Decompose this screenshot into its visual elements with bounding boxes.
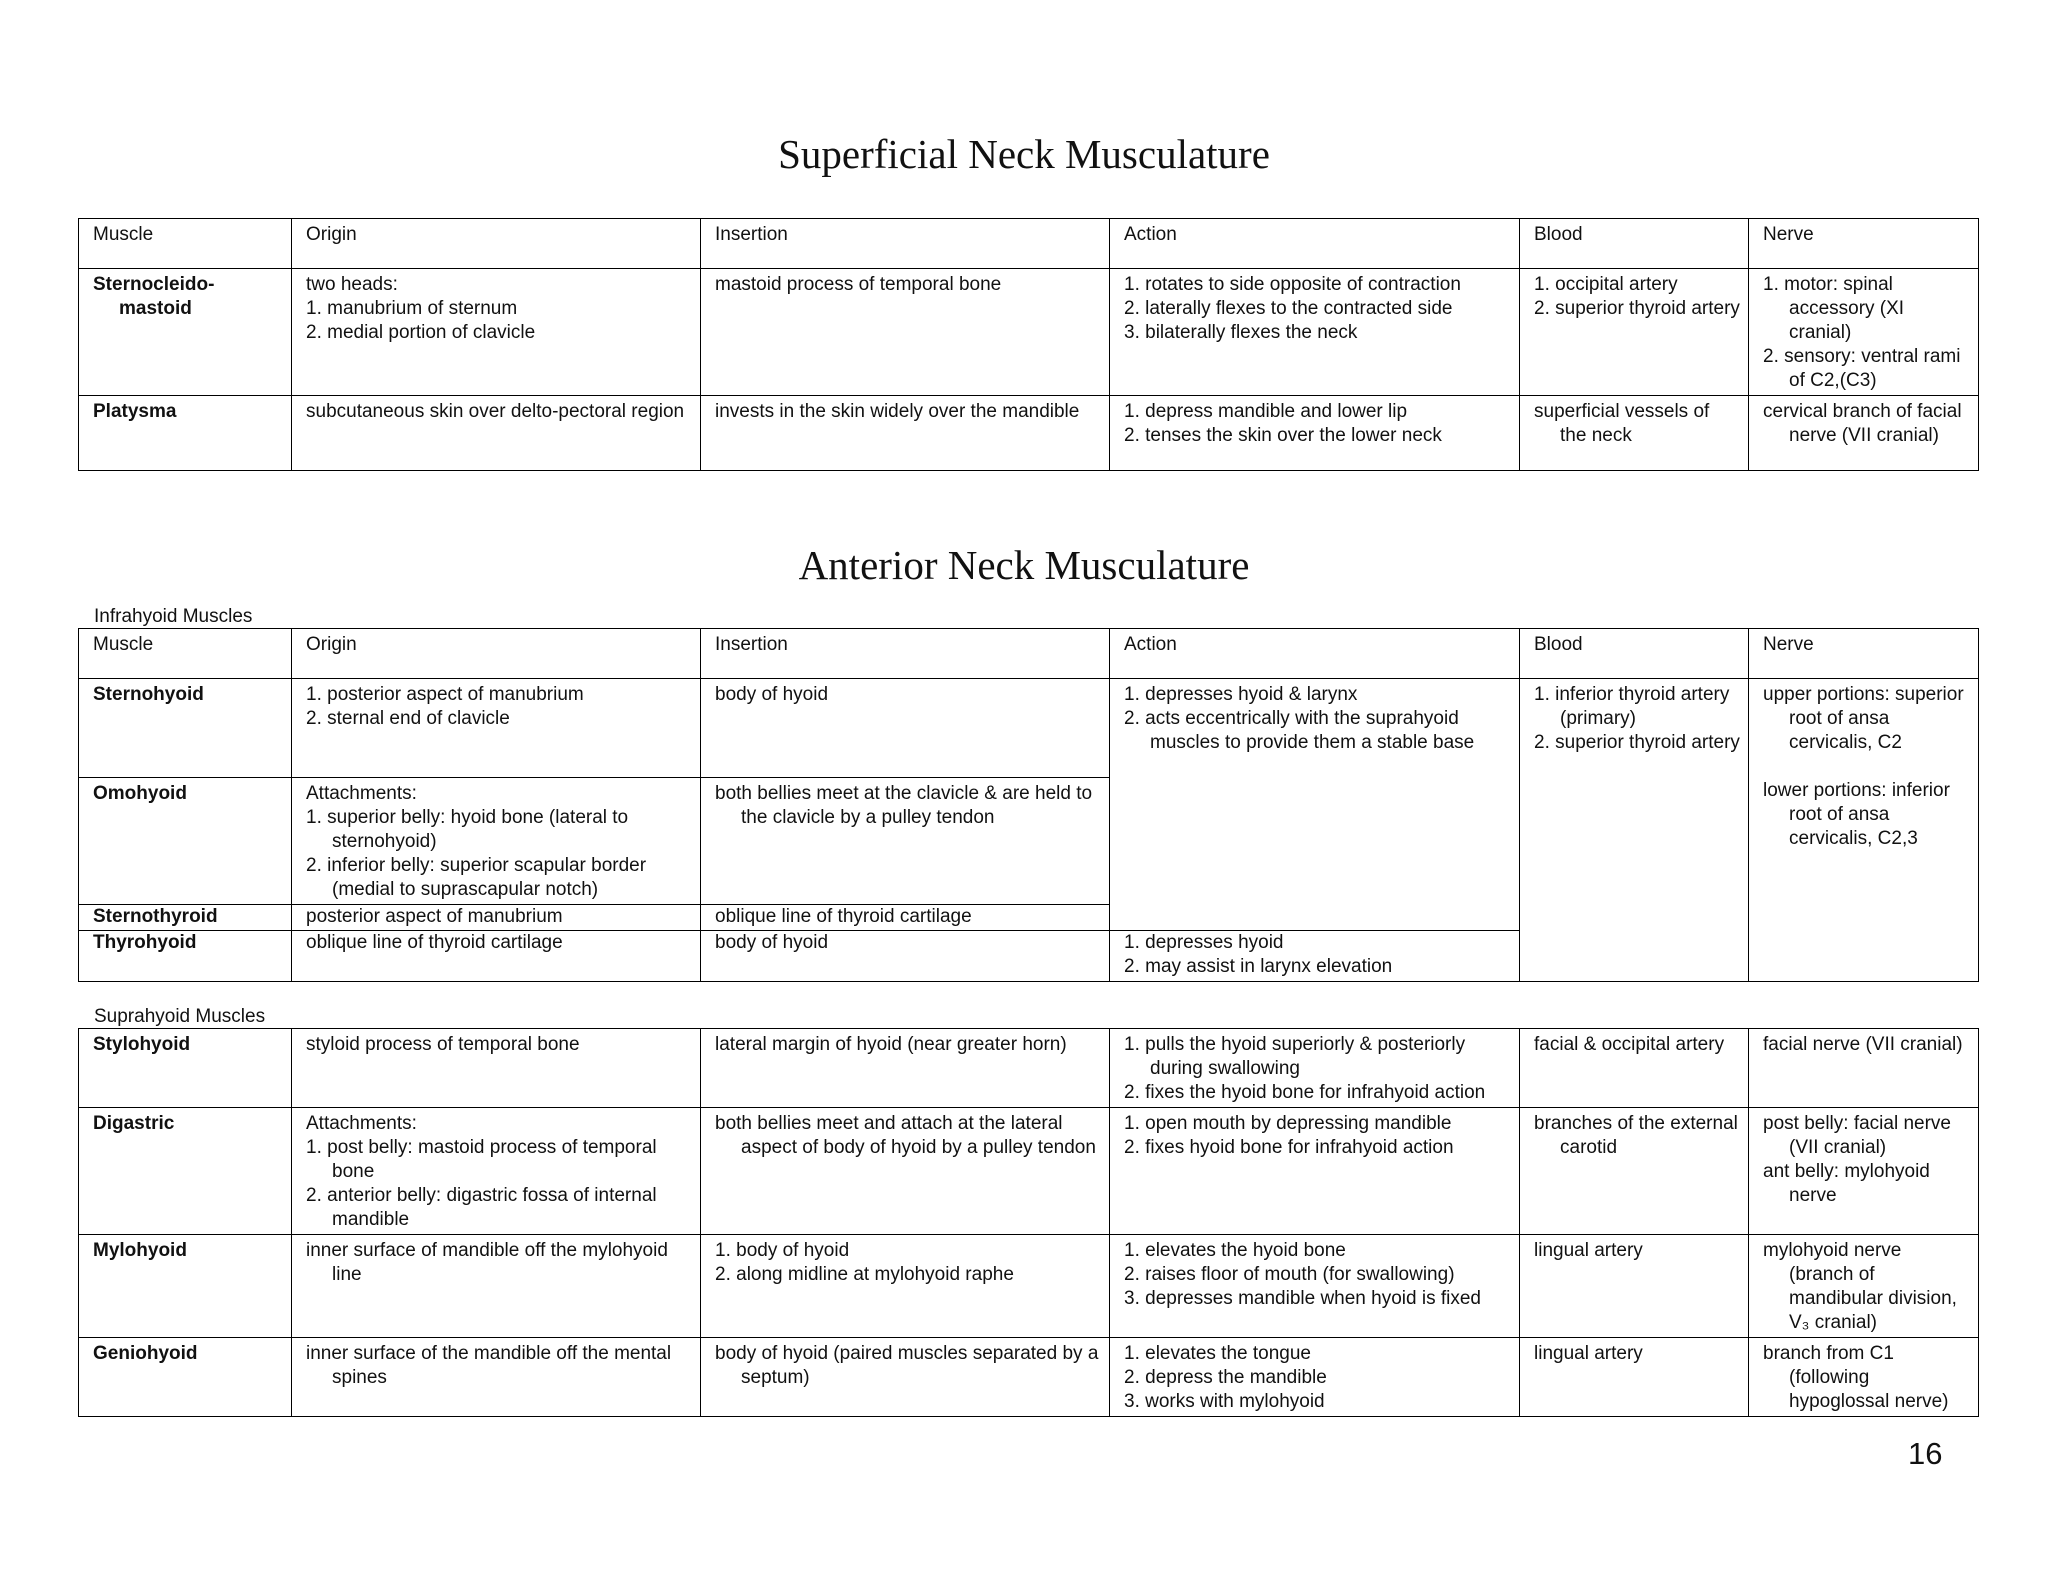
insertion-cell (701, 396, 1110, 471)
nerve-cell (1749, 1108, 1979, 1235)
cell-line: 1. depresses hyoid (1124, 932, 1284, 953)
cell-line: 2. superior thyroid artery (1534, 298, 1740, 319)
muscle-name: Sternohyoid (93, 684, 204, 705)
table-row (79, 1338, 1979, 1417)
cell-line: oblique line of thyroid cartilage (306, 932, 563, 953)
cell-line: inner surface of the mandible off the mental spines (306, 1343, 672, 1388)
table-header-row (79, 219, 1979, 269)
cell-line: 1. elevates the tongue (1124, 1343, 1311, 1364)
cell-line: both bellies meet and attach at the lateral aspect of body of hyoid by a pulley tendon (715, 1113, 1096, 1158)
muscle-name: Sternocleido- (93, 274, 215, 295)
cell-line: 3. depresses mandible when hyoid is fixed (1124, 1288, 1481, 1309)
cell-line: upper portions: superior root of ansa cervicalis, C2 (1763, 684, 1964, 753)
action-cell (1110, 396, 1520, 471)
cell-line: Attachments: (306, 783, 417, 804)
cell-line: oblique line of thyroid cartilage (715, 906, 972, 927)
muscle-name: mastoid (119, 298, 192, 319)
cell-line: Attachments: (306, 1113, 417, 1134)
origin-cell (292, 1029, 701, 1108)
blood-cell (1520, 1235, 1749, 1338)
insertion-cell (701, 1338, 1110, 1417)
cell-line: 1. occipital artery (1534, 274, 1678, 295)
cell-line: facial & occipital artery (1534, 1034, 1725, 1055)
cell-line: 2. along midline at mylohyoid raphe (715, 1264, 1014, 1285)
cell-line: 1. pulls the hyoid superiorly & posteriorly during swallowing (1124, 1034, 1466, 1079)
cell-line: lower portions: inferior root of ansa cervicalis, C2,3 (1763, 780, 1950, 849)
cell-line: 1. posterior aspect of manubrium (306, 684, 584, 705)
cell-line: lateral margin of hyoid (near greater horn) (715, 1034, 1067, 1055)
cell-line: subcutaneous skin over delto-pectoral region (306, 401, 685, 422)
muscle-cell (79, 778, 292, 905)
nerve-cell (1749, 1029, 1979, 1108)
action-cell (1110, 269, 1520, 396)
column-header-muscle: Muscle (79, 629, 292, 679)
column-header-insertion: Insertion (701, 629, 1110, 679)
cell-line: 2. acts eccentrically with the suprahyoid muscles to provide them a stable base (1124, 708, 1475, 753)
insertion-cell (701, 1029, 1110, 1108)
cell-line: 2. may assist in larynx elevation (1124, 956, 1393, 977)
insertion-cell (701, 1108, 1110, 1235)
muscle-name: Digastric (93, 1113, 175, 1134)
infrahyoid-table (78, 628, 1979, 982)
table-row (79, 1235, 1979, 1338)
cell-line: 1. manubrium of sternum (306, 298, 518, 319)
cell-line: invests in the skin widely over the mandible (715, 401, 1080, 422)
column-header-origin: Origin (292, 629, 701, 679)
muscle-cell (79, 905, 292, 931)
nerve-cell (1749, 1338, 1979, 1417)
cell-line: 1. body of hyoid (715, 1240, 850, 1261)
cell-line: cervical branch of facial nerve (VII cranial) (1763, 401, 1962, 446)
insertion-cell (701, 679, 1110, 778)
muscle-name: Geniohyoid (93, 1343, 198, 1364)
cell-line: styloid process of temporal bone (306, 1034, 580, 1055)
muscle-name: Thyrohyoid (93, 932, 197, 953)
muscle-name: Stylohyoid (93, 1034, 191, 1055)
table-header-row (79, 629, 1979, 679)
muscle-name: Sternothyroid (93, 906, 218, 927)
superficial-table (78, 218, 1979, 471)
insertion-cell (701, 905, 1110, 931)
cell-line: posterior aspect of manubrium (306, 906, 563, 927)
blood-cell (1520, 679, 1749, 982)
muscle-cell (79, 1338, 292, 1417)
cell-line: 1. elevates the hyoid bone (1124, 1240, 1346, 1261)
column-header-blood: Blood (1520, 219, 1749, 269)
cell-line: 2. medial portion of clavicle (306, 322, 536, 343)
cell-line: branch from C1 (following hypoglossal nerve) (1763, 1343, 1949, 1412)
cell-line: 1. depress mandible and lower lip (1124, 401, 1408, 422)
suprahyoid-table (78, 1028, 1979, 1417)
muscle-cell (79, 1108, 292, 1235)
column-header-action: Action (1110, 629, 1520, 679)
cell-line: 1. post belly: mastoid process of temporal bone (306, 1137, 657, 1182)
insertion-cell (701, 269, 1110, 396)
anterior-title: Anterior Neck Musculature (798, 542, 1250, 588)
cell-line: inner surface of mandible off the mylohyoid line (306, 1240, 668, 1285)
suprahyoid-caption: Suprahyoid Muscles (94, 1006, 266, 1027)
cell-line: 2. sternal end of clavicle (306, 708, 510, 729)
origin-cell (292, 1108, 701, 1235)
action-cell (1110, 1029, 1520, 1108)
page-number: 16 (1908, 1436, 1943, 1471)
cell-line: 2. fixes hyoid bone for infrahyoid action (1124, 1137, 1454, 1158)
muscle-name: Omohyoid (93, 783, 187, 804)
origin-cell (292, 396, 701, 471)
action-cell (1110, 931, 1520, 982)
nerve-cell (1749, 396, 1979, 471)
origin-cell (292, 269, 701, 396)
table-row (79, 396, 1979, 471)
action-cell (1110, 1235, 1520, 1338)
nerve-cell (1749, 679, 1979, 982)
cell-line: lingual artery (1534, 1343, 1643, 1364)
column-header-action: Action (1110, 219, 1520, 269)
cell-line: 2. anterior belly: digastric fossa of internal mandible (306, 1185, 657, 1230)
cell-line: 1. motor: spinal accessory (XI cranial) (1763, 274, 1905, 343)
column-header-nerve: Nerve (1749, 219, 1979, 269)
cell-line: 2. inferior belly: superior scapular border (medial to suprascapular notch) (306, 855, 647, 900)
cell-line: 2. fixes the hyoid bone for infrahyoid action (1124, 1082, 1486, 1103)
nerve-cell (1749, 1235, 1979, 1338)
cell-line: mastoid process of temporal bone (715, 274, 1002, 295)
cell-line: branches of the external carotid (1534, 1113, 1738, 1158)
action-cell (1110, 1338, 1520, 1417)
cell-line: both bellies meet at the clavicle & are held to the clavicle by a pulley tendon (715, 783, 1093, 828)
action-cell (1110, 679, 1520, 931)
origin-cell (292, 931, 701, 982)
table-row (79, 1108, 1979, 1235)
cell-line: 2. depress the mandible (1124, 1367, 1327, 1388)
column-header-nerve: Nerve (1749, 629, 1979, 679)
action-cell (1110, 1108, 1520, 1235)
cell-line: facial nerve (VII cranial) (1763, 1034, 1963, 1055)
origin-cell (292, 905, 701, 931)
origin-cell (292, 1235, 701, 1338)
table-row (79, 1029, 1979, 1108)
insertion-cell (701, 1235, 1110, 1338)
blood-cell (1520, 396, 1749, 471)
cell-line: 1. superior belly: hyoid bone (lateral to sternohyoid) (306, 807, 629, 852)
muscle-cell (79, 1235, 292, 1338)
cell-line: 1. depresses hyoid & larynx (1124, 684, 1358, 705)
origin-cell (292, 679, 701, 778)
muscle-cell (79, 679, 292, 778)
cell-line: 3. works with mylohyoid (1124, 1391, 1325, 1412)
blood-cell (1520, 1029, 1749, 1108)
cell-line: 2. sensory: ventral rami of C2,(C3) (1763, 346, 1961, 391)
cell-line: lingual artery (1534, 1240, 1643, 1261)
cell-line: body of hyoid (paired muscles separated by a septum) (715, 1343, 1099, 1388)
origin-cell (292, 778, 701, 905)
muscle-name: Platysma (93, 401, 177, 422)
column-header-blood: Blood (1520, 629, 1749, 679)
cell-line: ant belly: mylohyoid nerve (1763, 1161, 1930, 1206)
superficial-title: Superficial Neck Musculature (778, 131, 1270, 177)
column-header-muscle: Muscle (79, 219, 292, 269)
cell-line: superficial vessels of the neck (1534, 401, 1710, 446)
cell-line: 2. superior thyroid artery (1534, 732, 1740, 753)
cell-line (1763, 755, 1970, 779)
cell-line: 1. open mouth by depressing mandible (1124, 1113, 1452, 1134)
origin-cell (292, 1338, 701, 1417)
cell-line: post belly: facial nerve (VII cranial) (1763, 1113, 1951, 1158)
column-header-origin: Origin (292, 219, 701, 269)
blood-cell (1520, 1108, 1749, 1235)
blood-cell (1520, 269, 1749, 396)
muscle-cell (79, 396, 292, 471)
muscle-name: Mylohyoid (93, 1240, 187, 1261)
muscle-cell (79, 931, 292, 982)
muscle-cell (79, 269, 292, 396)
blood-cell (1520, 1338, 1749, 1417)
cell-line: 1. rotates to side opposite of contraction (1124, 274, 1461, 295)
table-row (79, 679, 1979, 778)
nerve-cell (1749, 269, 1979, 396)
insertion-cell (701, 931, 1110, 982)
cell-line: two heads: (306, 274, 398, 295)
cell-line: 2. laterally flexes to the contracted side (1124, 298, 1453, 319)
cell-line: 1. inferior thyroid artery (primary) (1534, 684, 1730, 729)
cell-line: 2. tenses the skin over the lower neck (1124, 425, 1442, 446)
insertion-cell (701, 778, 1110, 905)
column-header-insertion: Insertion (701, 219, 1110, 269)
cell-line: 3. bilaterally flexes the neck (1124, 322, 1358, 343)
muscle-cell (79, 1029, 292, 1108)
cell-line: 2. raises floor of mouth (for swallowing) (1124, 1264, 1455, 1285)
cell-line: body of hyoid (715, 932, 829, 953)
table-row (79, 269, 1979, 396)
cell-line: mylohyoid nerve (branch of mandibular division, V₃ cranial) (1763, 1240, 1957, 1333)
cell-line: body of hyoid (715, 684, 829, 705)
infrahyoid-caption: Infrahyoid Muscles (94, 606, 253, 627)
